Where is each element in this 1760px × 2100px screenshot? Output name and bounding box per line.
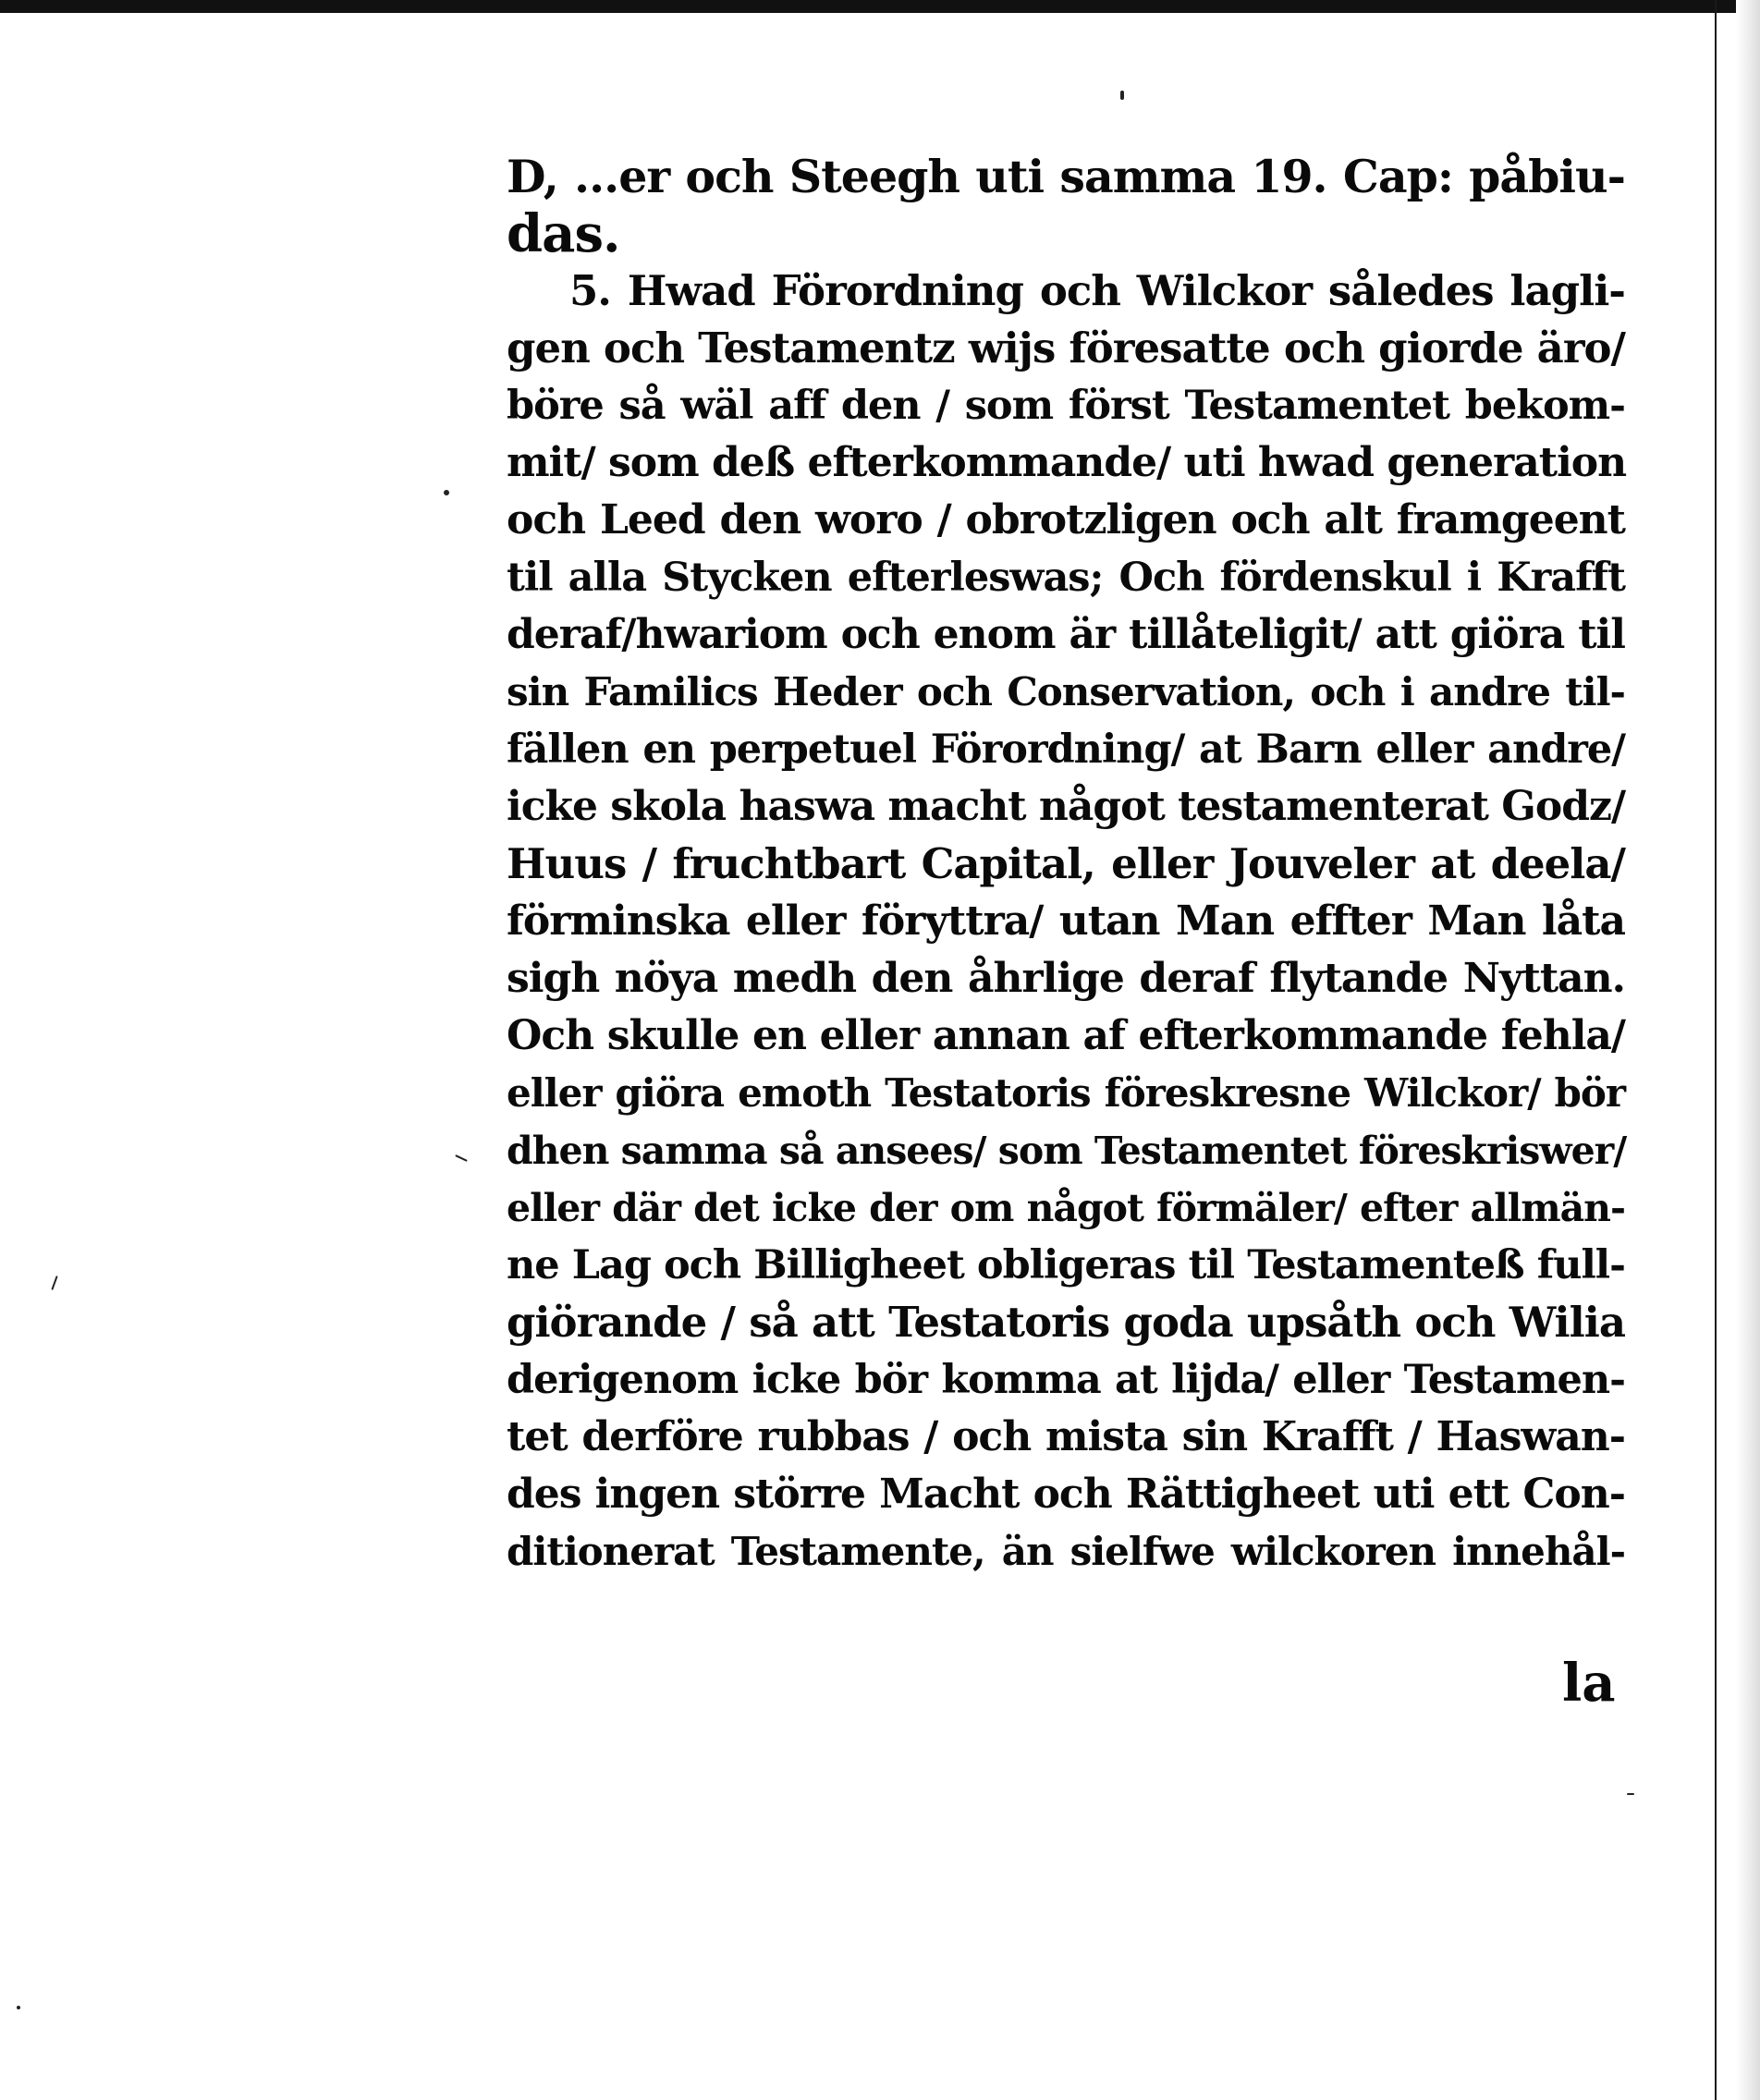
text-line: eller giöra emoth Testatoris föreskresne Wilckor/ bör <box>507 1070 1625 1116</box>
text-line: giörande / så att Testatoris goda upsåth och Wilia <box>507 1298 1625 1347</box>
text-line: gen och Testamentz wijs föresatte och giorde äro/ <box>507 324 1625 372</box>
text-line: ditionerat Testamente, än sielfwe wilckoren innehål- <box>507 1529 1625 1574</box>
text-line: Och skulle en eller annan af efterkommande fehla/ <box>507 1012 1625 1059</box>
text-line: D, ...er och Steegh uti samma 19. Cap: påbiu- <box>507 150 1625 203</box>
text-line: ne Lag och Billigheet obligeras til Testamenteß full- <box>507 1242 1625 1288</box>
scan-speck <box>1627 1793 1634 1795</box>
catchword: la <box>1562 1653 1616 1714</box>
text-line: och Leed den woro / obrotzligen och alt framgeent <box>507 496 1625 543</box>
scan-speck <box>1120 91 1124 100</box>
text-line: fällen en perpetuel Förordning/ at Barn eller andre/ <box>507 726 1625 773</box>
text-line: böre så wäl aff den / som först Testamentet bekom- <box>507 383 1625 429</box>
scan-right-margin-shadow <box>1736 0 1760 2100</box>
text-line: sigh nöya medh den åhrlige deraf flytande Nyttan. <box>507 955 1625 1002</box>
text-line: das. <box>507 203 620 264</box>
text-line: förminska eller föryttra/ utan Man effter Man låta <box>507 897 1625 945</box>
text-line: eller där det icke der om något förmäler/ efter allmän- <box>507 1186 1625 1230</box>
text-line: des ingen större Macht och Rättigheet uti ett Con- <box>507 1471 1625 1518</box>
text-line: dhen samma så ansees/ som Testamentet föreskriswer/ <box>507 1129 1627 1173</box>
scan-speck <box>17 2006 20 2009</box>
document-body <box>507 148 1625 1581</box>
text-line: mit/ som deß efterkommande/ uti hwad generation <box>507 439 1627 486</box>
scan-speck <box>444 490 449 495</box>
scan-right-edge-line <box>1715 0 1717 2100</box>
text-line: sin Familics Heder och Conservation, och i andre til- <box>507 669 1625 714</box>
text-line: deraf/hwariom och enom är tillåteligit/ att giöra til <box>507 611 1625 658</box>
text-line: 5. Hwad Förordning och Wilckor således lagli- <box>569 266 1625 315</box>
text-line: derigenom icke bör komma at lijda/ eller Testamen- <box>507 1357 1625 1403</box>
text-line: til alla Stycken efterleswas; Och fördenskul i Krafft <box>507 555 1625 601</box>
text-line: tet derföre rubbas / och mista sin Krafft / Haswan- <box>507 1413 1625 1460</box>
text-line: Huus / fruchtbart Capital, eller Jouveler at deela/ <box>507 839 1625 888</box>
scan-speck <box>455 1154 468 1162</box>
text-line: icke skola haswa macht något testamenterat Godz/ <box>507 783 1626 830</box>
scan-top-border <box>0 0 1760 13</box>
scan-speck <box>51 1276 57 1290</box>
